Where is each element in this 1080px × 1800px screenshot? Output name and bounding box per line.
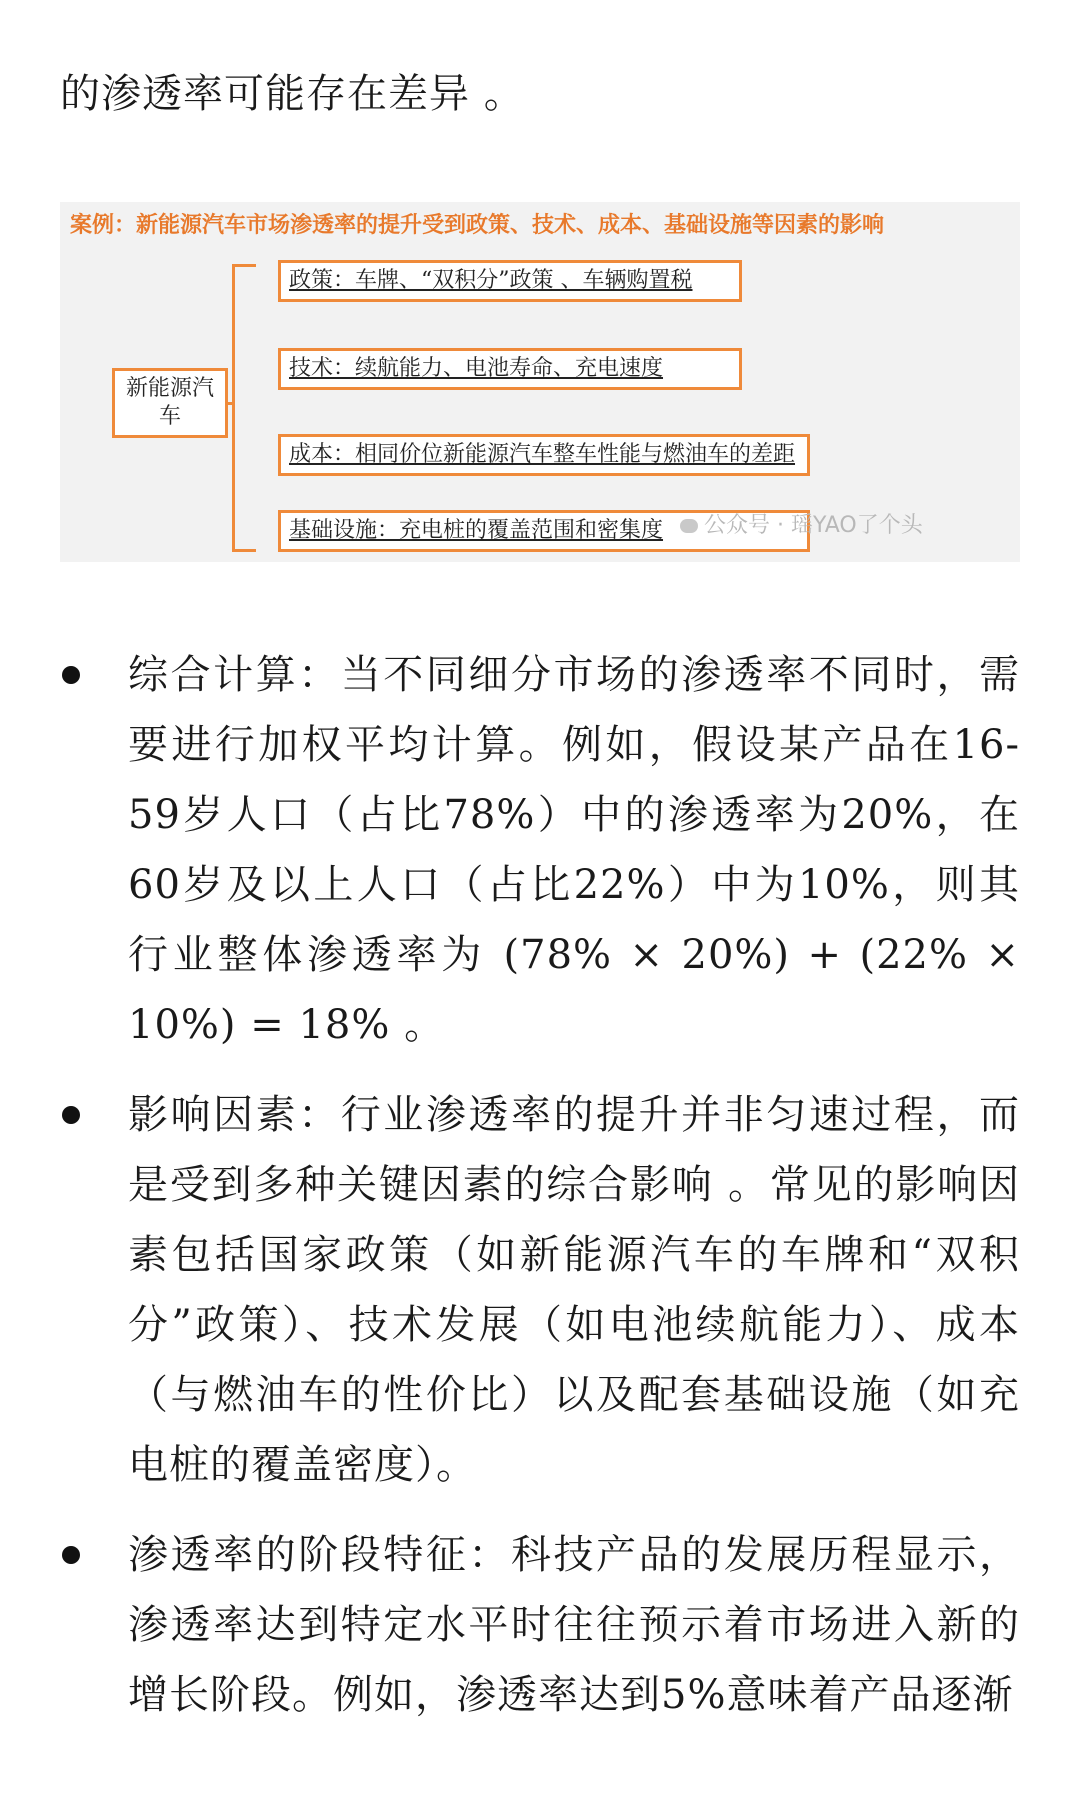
bullet-text: 综合计算：当不同细分市场的渗透率不同时，需要进行加权平均计算。例如，假设某产品在16-59岁人口（占比78%）中的渗透率为20%，在60岁及以上人口（占比22%）中为10%，则其行业整体渗透率为 (78% × 20%) + (22% × 10%) = 18% 。 bbox=[128, 652, 1020, 1048]
branch-infrastructure: 基础设施：充电桩的覆盖范围和密集度 bbox=[278, 510, 810, 552]
bullet-list bbox=[60, 640, 1020, 1750]
watermark-text: 公众号 · 瑶YAO了个头 bbox=[704, 513, 923, 538]
bracket-connector bbox=[232, 264, 256, 552]
root-node: 新能源汽车 bbox=[112, 368, 228, 438]
list-item bbox=[60, 1520, 1020, 1730]
list-item bbox=[60, 1080, 1020, 1500]
branch-policy: 政策：车牌、“双积分”政策 、车辆购置税 bbox=[278, 260, 742, 302]
watermark bbox=[680, 508, 923, 539]
wechat-icon bbox=[680, 519, 698, 533]
figure-title: 案例：新能源汽车市场渗透率的提升受到政策、技术、成本、基础设施等因素的影响 bbox=[70, 213, 885, 238]
bullet-text: 影响因素：行业渗透率的提升并非匀速过程，而是受到多种关键因素的综合影响 。常见的影响因素包括国家政策（如新能源汽车的车牌和“双积分”政策）、技术发展（如电池续航能力）、成本（与燃油车的性价比）以及配套基础设施（如充电桩的覆盖密度）。 bbox=[128, 1092, 1020, 1488]
bullet-text: 渗透率的阶段特征：科技产品的发展历程显示，渗透率达到特定水平时往往预示着市场进入新的增长阶段。例如，渗透率达到5%意味着产品逐渐 bbox=[128, 1532, 1020, 1718]
branch-technology: 技术：续航能力、电池寿命、充电速度 bbox=[278, 348, 742, 390]
bullet-dot-icon bbox=[62, 1546, 80, 1564]
bullet-dot-icon bbox=[62, 1106, 80, 1124]
bullet-dot-icon bbox=[62, 666, 80, 684]
intro-paragraph: 的渗透率可能存在差异 。 bbox=[60, 71, 525, 117]
case-figure bbox=[60, 202, 1020, 562]
list-item bbox=[60, 640, 1020, 1060]
branch-cost: 成本：相同价位新能源汽车整车性能与燃油车的差距 bbox=[278, 434, 810, 476]
